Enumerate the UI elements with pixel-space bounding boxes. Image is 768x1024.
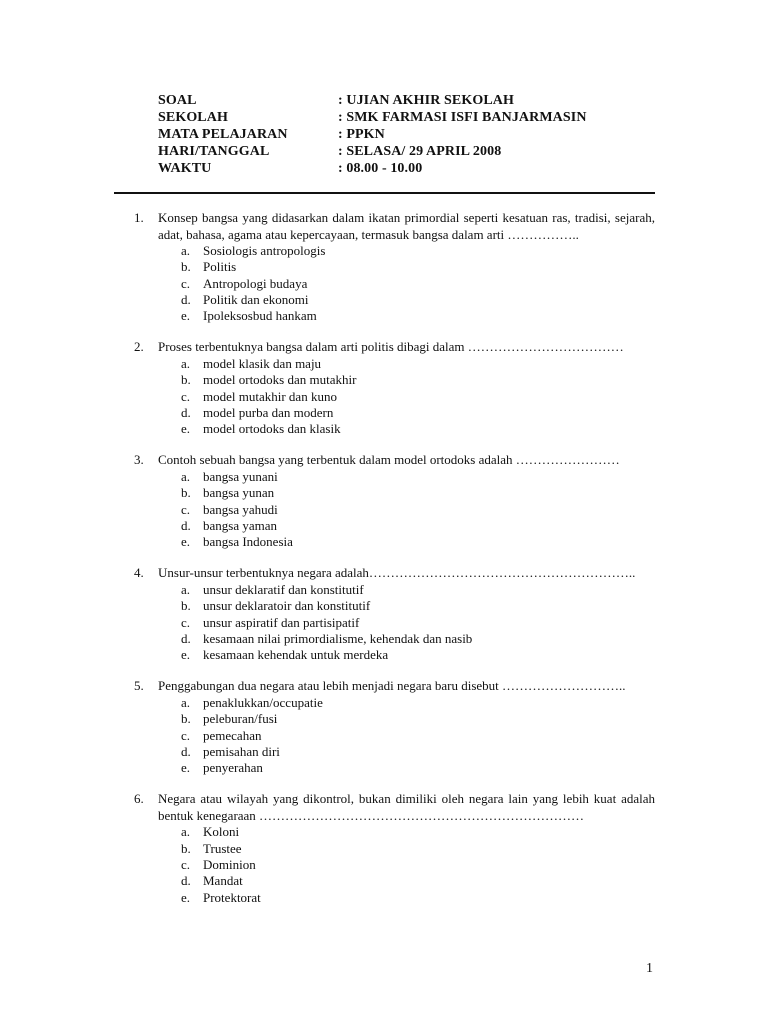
option-letter: d. xyxy=(181,743,191,759)
question-2 xyxy=(134,339,655,437)
answer-option xyxy=(134,421,655,437)
option-letter: d. xyxy=(181,630,191,646)
answer-option xyxy=(134,582,655,598)
answer-option xyxy=(134,372,655,388)
answer-option xyxy=(134,292,655,308)
option-text: penaklukkan/occupatie xyxy=(203,694,323,710)
answer-options xyxy=(134,824,655,905)
option-letter: b. xyxy=(181,840,191,856)
option-letter: e. xyxy=(181,647,191,663)
option-letter: a. xyxy=(181,581,191,597)
question-text: Konsep bangsa yang didasarkan dalam ikatan primordial seperti kesatuan ras, tradisi, sejarah, adat, bahasa, agama atau kepercayaan, termasuk bangsa dalam arti …………….. xyxy=(158,210,655,242)
answer-option xyxy=(134,631,655,647)
option-letter: b. xyxy=(181,485,191,501)
option-letter: e. xyxy=(181,534,191,550)
header-row-soal xyxy=(158,92,658,109)
question-stem xyxy=(134,210,655,243)
header-value: : UJIAN AKHIR SEKOLAH xyxy=(338,93,514,108)
answer-option xyxy=(134,308,655,324)
option-text: Mandat xyxy=(203,873,243,889)
option-text: unsur aspiratif dan partisipatif xyxy=(203,614,360,630)
answer-option xyxy=(134,857,655,873)
option-text: pemisahan diri xyxy=(203,743,280,759)
option-text: penyerahan xyxy=(203,760,263,776)
option-letter: d. xyxy=(181,873,191,889)
option-text: model ortodoks dan mutakhir xyxy=(203,372,357,388)
option-text: model mutakhir dan kuno xyxy=(203,388,337,404)
answer-option xyxy=(134,711,655,727)
answer-option xyxy=(134,356,655,372)
answer-options xyxy=(134,356,655,437)
answer-option xyxy=(134,824,655,840)
header-divider xyxy=(114,192,655,194)
question-text: Penggabungan dua negara atau lebih menjadi negara baru disebut ……………………….. xyxy=(158,678,626,694)
option-letter: b. xyxy=(181,259,191,275)
option-letter: c. xyxy=(181,857,191,873)
header-value: : 08.00 - 10.00 xyxy=(338,161,423,176)
answer-option xyxy=(134,728,655,744)
option-text: bangsa Indonesia xyxy=(203,534,293,550)
exam-header xyxy=(158,92,658,177)
answer-option xyxy=(134,873,655,889)
answer-option xyxy=(134,598,655,614)
option-letter: d. xyxy=(181,517,191,533)
answer-option xyxy=(134,695,655,711)
question-text: Proses terbentuknya bangsa dalam arti politis dibagi dalam ……………………………… xyxy=(158,339,624,355)
header-value: : SELASA/ 29 APRIL 2008 xyxy=(338,144,502,159)
question-text: Contoh sebuah bangsa yang terbentuk dalam model ortodoks adalah …………………… xyxy=(158,452,620,468)
option-letter: a. xyxy=(181,694,191,710)
answer-option xyxy=(134,841,655,857)
question-stem xyxy=(134,452,655,469)
answer-option xyxy=(134,760,655,776)
option-text: Koloni xyxy=(203,824,240,840)
option-text: Politik dan ekonomi xyxy=(203,291,309,307)
option-text: model ortodoks dan klasik xyxy=(203,421,341,437)
option-text: bangsa yahudi xyxy=(203,501,278,517)
question-text: Negara atau wilayah yang dikontrol, bukan dimiliki oleh negara lain yang lebih kuat adalah bentuk kenegaraan ………………………………………………………………… xyxy=(158,791,655,823)
option-letter: e. xyxy=(181,308,191,324)
question-number: 1. xyxy=(134,210,144,225)
answer-option xyxy=(134,647,655,663)
answer-options xyxy=(134,582,655,663)
option-letter: e. xyxy=(181,421,191,437)
question-stem xyxy=(134,339,655,356)
answer-options xyxy=(134,243,655,324)
option-letter: c. xyxy=(181,614,191,630)
header-label: SEKOLAH xyxy=(158,110,228,125)
answer-option xyxy=(134,615,655,631)
question-1 xyxy=(134,210,655,324)
answer-option xyxy=(134,389,655,405)
option-letter: c. xyxy=(181,388,191,404)
option-text: Trustee xyxy=(203,840,242,856)
answer-option xyxy=(134,485,655,501)
answer-options xyxy=(134,469,655,550)
header-value: : PPKN xyxy=(338,127,385,142)
option-text: model purba dan modern xyxy=(203,404,334,420)
question-list xyxy=(134,210,655,921)
option-text: Antropologi budaya xyxy=(203,275,308,291)
question-stem xyxy=(134,565,655,582)
header-row-sekolah xyxy=(158,109,658,126)
option-text: bangsa yunani xyxy=(203,468,278,484)
option-text: kesamaan nilai primordialisme, kehendak dan nasib xyxy=(203,630,473,646)
header-label: HARI/TANGGAL xyxy=(158,144,270,159)
answer-option xyxy=(134,405,655,421)
question-number: 4. xyxy=(134,565,144,581)
option-text: unsur deklaratif dan konstitutif xyxy=(203,581,364,597)
option-letter: b. xyxy=(181,711,191,727)
option-letter: d. xyxy=(181,291,191,307)
option-letter: a. xyxy=(181,243,191,258)
header-row-hari-tanggal xyxy=(158,143,658,160)
option-text: Politis xyxy=(203,259,237,275)
question-stem xyxy=(134,791,655,824)
option-letter: c. xyxy=(181,275,191,291)
question-3 xyxy=(134,452,655,550)
question-number: 5. xyxy=(134,678,144,694)
header-label: SOAL xyxy=(158,93,197,108)
answer-option xyxy=(134,276,655,292)
answer-options xyxy=(134,695,655,776)
option-letter: b. xyxy=(181,598,191,614)
header-value: : SMK FARMASI ISFI BANJARMASIN xyxy=(338,110,587,125)
header-row-mata-pelajaran xyxy=(158,126,658,143)
question-stem xyxy=(134,678,655,695)
option-text: kesamaan kehendak untuk merdeka xyxy=(203,647,389,663)
option-letter: a. xyxy=(181,468,191,484)
question-6 xyxy=(134,791,655,905)
answer-option xyxy=(134,243,655,259)
answer-option xyxy=(134,890,655,906)
option-text: Dominion xyxy=(203,857,256,873)
header-row-waktu xyxy=(158,160,658,177)
option-text: unsur deklaratoir dan konstitutif xyxy=(203,598,371,614)
option-text: bangsa yunan xyxy=(203,485,275,501)
page-number: 1 xyxy=(646,961,653,976)
option-letter: e. xyxy=(181,889,191,905)
option-letter: c. xyxy=(181,727,191,743)
option-text: Protektorat xyxy=(203,889,261,905)
option-text: peleburan/fusi xyxy=(203,711,278,727)
question-number: 3. xyxy=(134,452,144,468)
question-5 xyxy=(134,678,655,776)
question-number: 2. xyxy=(134,339,144,355)
option-text: Ipoleksosbud hankam xyxy=(203,308,317,324)
option-letter: c. xyxy=(181,501,191,517)
option-text: bangsa yaman xyxy=(203,517,278,533)
header-label: WAKTU xyxy=(158,161,212,176)
question-text: Unsur-unsur terbentuknya negara adalah…………………………………………………….. xyxy=(158,565,636,581)
answer-option xyxy=(134,744,655,760)
option-text: pemecahan xyxy=(203,727,262,743)
answer-option xyxy=(134,534,655,550)
option-text: Sosiologis antropologis xyxy=(203,243,326,258)
option-text: model klasik dan maju xyxy=(203,355,322,371)
option-letter: a. xyxy=(181,355,191,371)
answer-option xyxy=(134,502,655,518)
option-letter: b. xyxy=(181,372,191,388)
option-letter: d. xyxy=(181,404,191,420)
answer-option xyxy=(134,259,655,275)
option-letter: e. xyxy=(181,760,191,776)
header-label: MATA PELAJARAN xyxy=(158,127,288,142)
answer-option xyxy=(134,518,655,534)
question-4 xyxy=(134,565,655,663)
answer-option xyxy=(134,469,655,485)
option-letter: a. xyxy=(181,824,191,840)
question-number: 6. xyxy=(134,791,144,807)
